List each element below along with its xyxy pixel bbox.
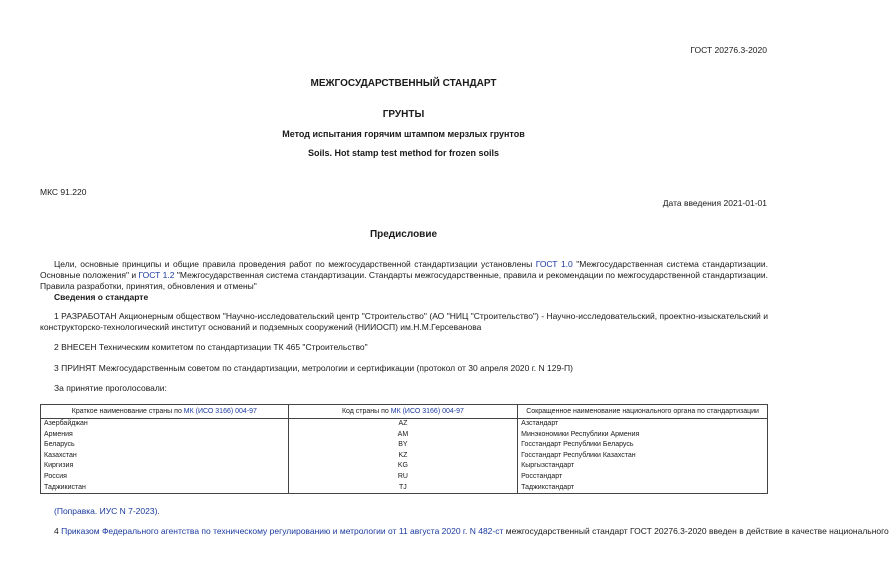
column-header-code: Код страны по МК (ИСО 3166) 004-97	[288, 405, 517, 419]
amendment-link[interactable]: (Поправка. ИУС N 7-2023).	[54, 506, 160, 516]
mks-code: МКС 91.220	[40, 187, 87, 197]
table-row: Казахстан KZ Госстандарт Республики Казахстан	[41, 451, 768, 462]
preface-text-b: "Межгосударственная система стандартизации. Основные положения" и	[40, 259, 768, 280]
item-enacted: 4 Приказом Федерального агентства по техническому регулированию и метрологии от 11 августа 2020 г. N 482-ст межгосударственный стандарт ГОСТ 20276.3-2020 введен в действие в качестве национального	[54, 526, 889, 536]
gost-1-0-link[interactable]: ГОСТ 1.0	[535, 259, 573, 269]
table-row: Азербайджан AZ Азстандарт	[41, 419, 768, 430]
standard-title-en: Soils. Hot stamp test method for frozen soils	[307, 148, 500, 158]
column-header-country: Краткое наименование страны по МК (ИСО 3166) 004-97	[41, 405, 289, 419]
mk-iso-link[interactable]: МК (ИСО 3166) 004-97	[390, 408, 464, 415]
table-row: Россия RU Росстандарт	[41, 472, 768, 483]
table-row: Таджикистан TJ Таджикстандарт	[41, 483, 768, 494]
document-code: ГОСТ 20276.3-2020	[690, 45, 767, 55]
item-adopted: 3 ПРИНЯТ Межгосударственным советом по стандартизации, метрологии и сертификации (протокол от 30 апреля 2020 г. N 129-П)	[54, 363, 573, 373]
preface-text-c: "Межгосударственная система стандартизации. Стандарты межгосударственные, правила и рекомендации по межгосударственной стандартизации. Правила разработки, принятия, обновления и отмены"	[40, 270, 769, 291]
effective-date: Дата введения 2021-01-01	[662, 198, 767, 208]
rosstandart-order-link[interactable]: Приказом Федерального агентства по техническому регулированию и метрологии от 11 августа 2020 г. N 482-ст	[61, 526, 504, 536]
standard-type-title: МЕЖГОСУДАРСТВЕННЫЙ СТАНДАРТ	[310, 78, 497, 89]
table-row: Киргизия KG Кыргызстандарт	[41, 461, 768, 472]
standard-title-ru: Метод испытания горячим штампом мерзлых грунтов	[282, 129, 525, 139]
standard-info-heading: Сведения о стандарте	[54, 292, 149, 302]
gost-1-2-link[interactable]: ГОСТ 1.2	[138, 270, 175, 280]
standard-subject-title: ГРУНТЫ	[382, 109, 425, 120]
preface-paragraph-1	[40, 259, 768, 292]
voted-label: За принятие проголосовали:	[54, 383, 167, 393]
voting-countries-table	[40, 404, 768, 494]
item-introduced: 2 ВНЕСЕН Техническим комитетом по стандартизации ТК 465 "Строительство"	[54, 342, 368, 352]
column-header-body: Сокращенное наименование национального органа по стандартизации	[518, 405, 768, 419]
preface-text-a: Цели, основные принципы и общие правила проведения работ по межгосударственной стандартизации установлены	[54, 259, 536, 269]
item-developed: 1 РАЗРАБОТАН Акционерным обществом "Научно-исследовательский центр "Строительство" (АО "НИЦ "Строительство") - Научно-исследовательский, проектно-изыскательский и конструкторско-технологический институт оснований и подземных сооружений (НИИОСП) им.Н.М.Герсеванова	[40, 311, 768, 332]
preface-heading: Предисловие	[369, 229, 438, 240]
amendment-note	[40, 506, 768, 517]
table-row: Армения AM Минэкономики Республики Армения	[41, 430, 768, 441]
mk-iso-link[interactable]: МК (ИСО 3166) 004-97	[183, 408, 257, 415]
table-row: Беларусь BY Госстандарт Республики Беларусь	[41, 440, 768, 451]
